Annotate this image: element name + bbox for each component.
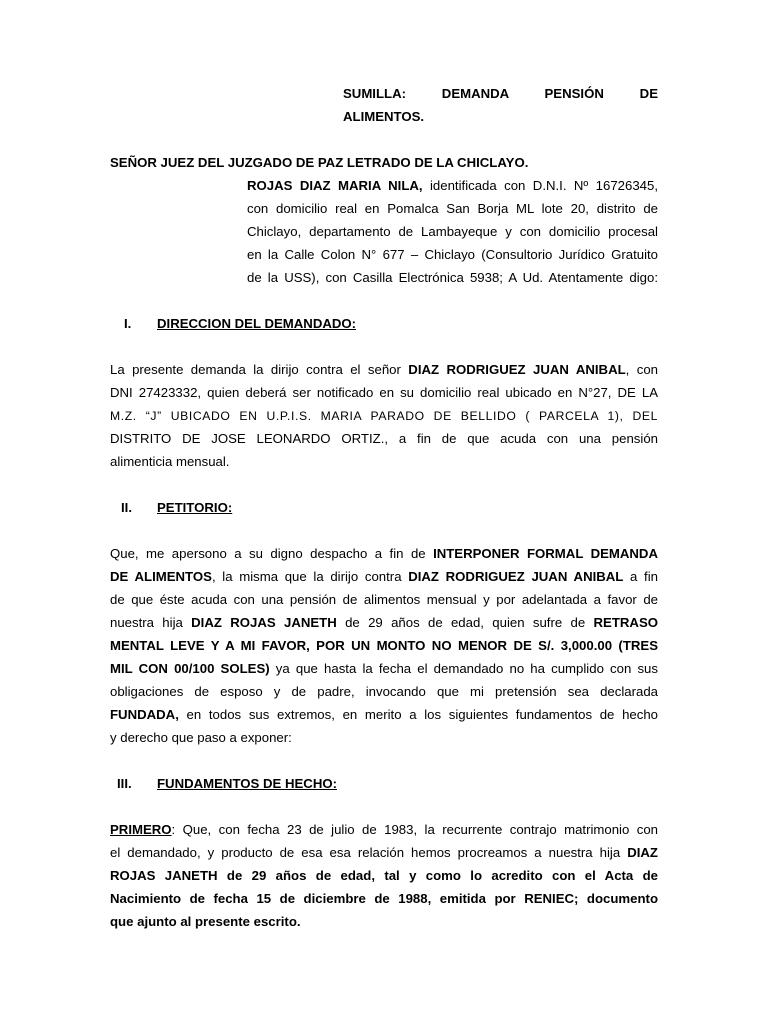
section-1-line-3: M.Z. “J” UBICADO EN U.P.I.S. MARIA PARADO DE BELLIDO ( PARCELA 1), DEL (110, 409, 658, 423)
defendant-name: DIAZ RODRIGUEZ JUAN ANIBAL (408, 362, 626, 377)
intro-line-4: en la Calle Colon N° 677 – Chiclayo (Consultorio Jurídico Gratuito (247, 247, 658, 262)
text: FUNDADA, (110, 707, 179, 722)
defendant-name: DIAZ RODRIGUEZ JUAN ANIBAL (408, 569, 624, 584)
intro-line-5: de la USS), con Casilla Electrónica 5938; A Ud. Atentamente digo: (247, 270, 658, 285)
sumilla-line-1 (343, 85, 658, 103)
intro-line-2: con domicilio real en Pomalca San Borja ML lote 20, distrito de (247, 201, 658, 216)
text: La presente demanda la dirijo contra el señor (110, 362, 409, 377)
section-2-line-2 (110, 568, 658, 586)
intro-line-1 (247, 177, 658, 195)
text: el demandado, y producto de esa esa relación hemos procreamos a nuestra hija (110, 845, 628, 860)
section-2-line-1 (110, 545, 658, 563)
text: , a fin de que acuda con una pensión (384, 431, 658, 446)
section-1-line-4 (110, 430, 658, 448)
section-3-number: III. (117, 776, 132, 791)
plaintiff-name: ROJAS DIAZ MARIA NILA, (247, 178, 423, 193)
section-2-line-4 (110, 614, 658, 632)
text: a fin (623, 569, 658, 584)
sumilla-line-2: ALIMENTOS. (343, 109, 425, 124)
intro-line-3: Chiclayo, departamento de Lambayeque y con domicilio procesal (247, 224, 658, 239)
text: , la misma que la dirijo contra (211, 569, 409, 584)
text: DE ALIMENTOS (110, 569, 212, 584)
section-3-title: FUNDAMENTOS DE HECHO: (157, 776, 337, 791)
section-2-number: II. (121, 500, 132, 515)
section-2-line-5: MENTAL LEVE Y A MI FAVOR, POR UN MONTO NO MENOR DE S/. 3,000.00 (TRES (110, 638, 658, 653)
text: INTERPONER FORMAL DEMANDA (433, 546, 658, 561)
section-2-line-9: y derecho que paso a exponer: (110, 730, 292, 745)
section-2-line-6 (110, 660, 658, 678)
text: nuestra hija (110, 615, 192, 630)
text: PRIMERO (110, 822, 172, 837)
section-1-title: DIRECCION DEL DEMANDADO: (157, 316, 357, 331)
section-3-line-3: ROJAS JANETH de 29 años de edad, tal y como lo acredito con el Acta de (110, 868, 658, 883)
text: en todos sus extremos, en merito a los siguientes fundamentos de hecho (178, 707, 658, 722)
text: ya que hasta la fecha el demandado no ha cumplido con sus (269, 661, 658, 676)
text: MIL CON 00/100 SOLES) (110, 661, 270, 676)
text: RETRASO (593, 615, 658, 630)
section-2-line-8 (110, 706, 658, 724)
sumilla-text: SUMILLA: DEMANDA PENSIÓN DE (343, 86, 658, 101)
section-3-line-1 (110, 821, 658, 839)
section-1-line-2: DNI 27423332, quien deberá ser notificado en su domicilio real ubicado en N°27, DE LA (110, 385, 658, 400)
section-1-number: I. (124, 316, 132, 331)
text: de 29 años de edad, quien sufre de (336, 615, 594, 630)
text: DISTRITO DE JOSE LEONARDO ORTIZ. (110, 431, 385, 446)
section-2-title: PETITORIO: (157, 500, 233, 515)
section-2-line-7: obligaciones de esposo y de padre, invocando que mi pretensión sea declarada (110, 684, 658, 699)
addressee: SEÑOR JUEZ DEL JUZGADO DE PAZ LETRADO DE LA CHICLAYO. (110, 155, 529, 170)
intro-text: identificada con D.N.I. Nº 16726345, (422, 178, 658, 193)
section-2-line-3: de que éste acuda con una pensión de alimentos mensual y por adelantada a favor de (110, 592, 658, 607)
section-1-line-5: alimenticia mensual. (110, 454, 230, 469)
text: DIAZ (627, 845, 658, 860)
text: : Que, con fecha 23 de julio de 1983, la recurrente contrajo matrimonio con (171, 822, 658, 837)
section-3-line-4: Nacimiento de fecha 15 de diciembre de 1988, emitida por RENIEC; documento (110, 891, 658, 906)
text: Que, me apersono a su digno despacho a fin de (110, 546, 434, 561)
daughter-name: DIAZ ROJAS JANETH (191, 615, 337, 630)
section-3-line-5: que ajunto al presente escrito. (110, 914, 301, 929)
text: , con (625, 362, 658, 377)
section-1-line-1 (110, 361, 658, 379)
section-3-line-2 (110, 844, 658, 862)
